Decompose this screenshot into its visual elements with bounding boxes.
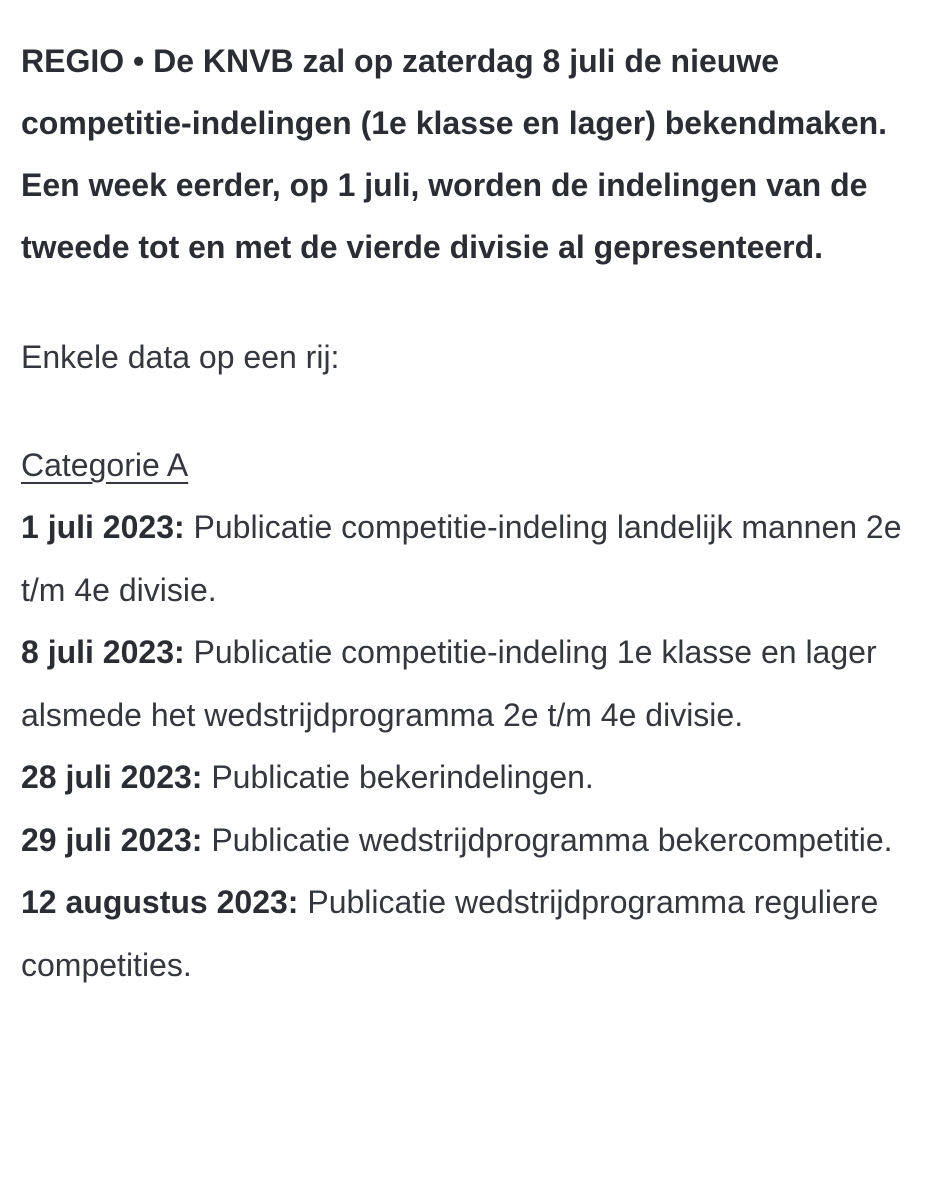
schedule-date: 29 juli 2023: — [21, 821, 203, 858]
schedule-description: Publicatie bekerindelingen. — [211, 759, 594, 795]
schedule-item — [21, 621, 946, 746]
schedule-item — [21, 496, 946, 621]
category-heading: Categorie A — [21, 447, 189, 483]
schedule-item — [21, 746, 946, 809]
schedule-description: Publicatie competitie-indeling 1e klasse en lager alsmede het wedstrijdprogramma 2e t/m 4e divisie. — [21, 634, 877, 733]
schedule-date: 8 juli 2023: — [21, 634, 185, 670]
schedule-item — [21, 809, 946, 872]
schedule-description: Publicatie competitie-indeling landelijk mannen 2e t/m 4e divisie. — [21, 509, 902, 608]
schedule-description: Publicatie wedstrijdprogramma bekercompetitie. — [211, 821, 893, 858]
schedule-description: Publicatie wedstrijdprogramma reguliere competities. — [21, 884, 879, 983]
schedule-item — [21, 871, 946, 996]
schedule-date: 12 augustus 2023: — [21, 884, 299, 920]
article-intro: Enkele data op een rij: — [21, 339, 340, 375]
schedule-date: 1 juli 2023: — [21, 509, 185, 545]
article-lead: REGIO • De KNVB zal op zaterdag 8 juli de nieuwe competitie-indelingen (1e klasse en lager) bekendmaken. Een week eerder, op 1 juli, worden de indelingen van de tweede tot en met de vierde divisie al gepresenteerd. — [21, 43, 888, 265]
schedule-list — [21, 496, 946, 996]
schedule-date: 28 juli 2023: — [21, 759, 203, 795]
